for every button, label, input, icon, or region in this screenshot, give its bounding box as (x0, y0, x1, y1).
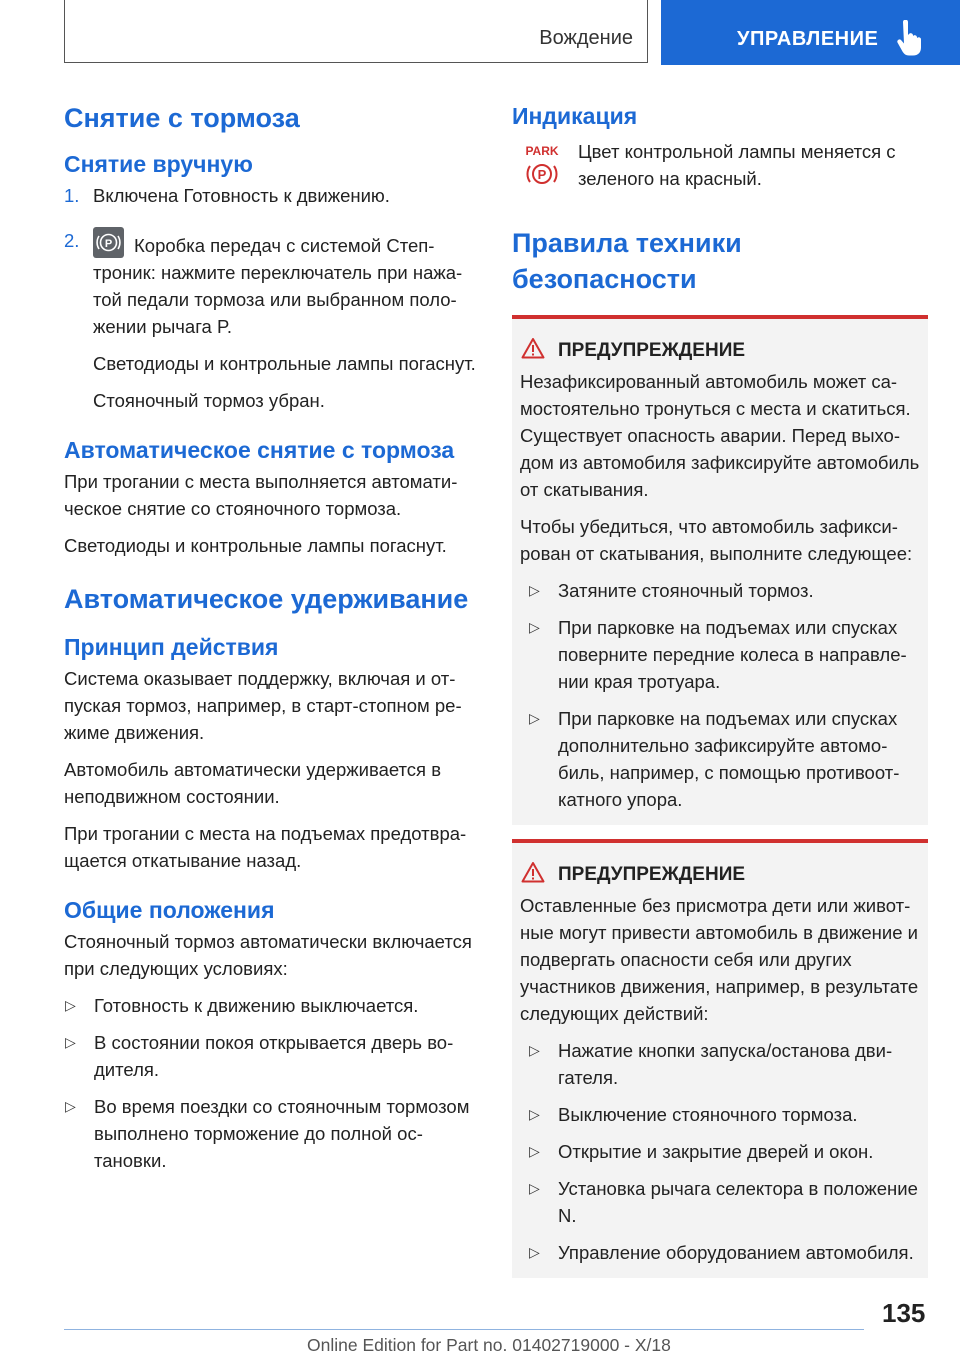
warning-title: ПРЕДУПРЕЖДЕНИЕ (558, 340, 746, 361)
principle-p1: Система оказывает поддержку, включая и отпуская тормоз, например, в старт-стопном режиме движения. (64, 668, 462, 743)
heading-auto-release: Автоматическое снятие с тормоза (64, 437, 455, 463)
list-item (64, 992, 480, 1019)
triangle-bullet-icon: ▷ (65, 1098, 76, 1114)
triangle-bullet-icon: ▷ (529, 1106, 540, 1122)
step-2-body (93, 227, 480, 340)
warning-box-1 (512, 315, 928, 825)
list-item-text: Готовность к движению выключается. (94, 995, 419, 1016)
footer-edition: Online Edition for Part no. 01402719000 - X/18 (307, 1335, 671, 1355)
triangle-bullet-icon: ▷ (529, 1180, 540, 1196)
list-item-text: При парковке на подъемах или спусках поверните передние колеса в направлении края тротуара. (558, 617, 907, 692)
indication-text: Цвет контрольной лампы меняется с зеленого на красный. (578, 141, 896, 189)
parking-brake-icon (93, 227, 124, 258)
warning-title: ПРЕДУПРЕЖДЕНИЕ (558, 864, 746, 885)
svg-text:P: P (104, 238, 113, 250)
list-item (528, 577, 920, 604)
auto-release-p2: Светодиоды и контрольные лампы погаснут. (64, 535, 447, 556)
list-item (528, 1138, 920, 1165)
general-intro: Стояночный тормоз автоматически включается при следующих условиях: (64, 931, 472, 979)
list-item (528, 614, 920, 695)
list-item (528, 1101, 920, 1128)
triangle-bullet-icon: ▷ (529, 710, 540, 726)
warning-triangle-icon (521, 861, 545, 883)
list-item (528, 705, 920, 813)
chapter-title: УПРАВЛЕНИЕ (737, 28, 879, 50)
warning-2-p1: Оставленные без присмотра дети или животные могут привести автомобиль в движение и подвергать опасности себя или других участников движения, например, в результате следующих действий: (520, 895, 919, 1024)
warning-triangle-icon (521, 337, 545, 359)
principle-p2: Автомобиль автоматически удерживается в неподвижном состоянии. (64, 759, 442, 807)
step-number: 1. (64, 185, 80, 206)
list-item (64, 1093, 480, 1174)
triangle-bullet-icon: ▷ (529, 1042, 540, 1058)
note-brake-released: Стояночный тормоз убран. (93, 390, 325, 411)
triangle-bullet-icon: ▷ (65, 1034, 76, 1050)
step-2 (64, 227, 480, 340)
triangle-bullet-icon: ▷ (529, 582, 540, 598)
list-item-text: Управление оборудованием автомобиля. (558, 1242, 914, 1263)
step-text: Включена Готовность к движению. (93, 185, 390, 206)
heading-brake-release: Снятие с тормоза (64, 103, 300, 133)
park-lamp-label: PARK (525, 144, 559, 158)
left-column (64, 92, 480, 1174)
warning-1-p1: Незафиксированный автомобиль может самостоятельно тронуться с места и скатиться. Существует опасность аварии. Перед выходом из автомобиля зафиксируйте автомобиль от скатывания. (520, 371, 920, 500)
section-title: Вождение (539, 27, 633, 49)
list-item (528, 1239, 920, 1266)
list-item-text: При парковке на подъемах или спусках дополнительно зафиксируйте автомобиль, например, с помощью противооткатного упора. (558, 708, 900, 810)
auto-release-p1: При трогании с места выполняется автоматическое снятие со стояночного тормоза. (64, 471, 458, 519)
park-lamp-icon (512, 138, 578, 195)
list-item (528, 1037, 920, 1091)
heading-manual-release: Снятие вручную (64, 151, 253, 177)
heading-principle: Принцип действия (64, 634, 279, 660)
list-item-text: Нажатие кнопки запуска/останова двигателя. (558, 1040, 893, 1088)
step-1 (64, 182, 480, 209)
list-item-text: Во время поездки со стояночным тормозом выполнено торможение до полной остановки. (94, 1096, 470, 1171)
list-item-text: Открытие и закрытие дверей и окон. (558, 1141, 874, 1162)
list-item-text: Затяните стояночный тормоз. (558, 580, 814, 601)
list-item-text: Установка рычага селектора в положение N. (558, 1178, 918, 1226)
list-item (528, 1175, 920, 1229)
page-number: 135 (882, 1298, 926, 1328)
hand-pointer-icon (895, 20, 923, 56)
parking-brake-icon-glyph (93, 227, 124, 258)
heading-indication: Индикация (512, 103, 638, 129)
step-text: Коробка передач с системой Стептроник: нажмите переключатель при нажатой педали тормоза или выбранном положении рычага P. (93, 235, 463, 337)
step-number: 2. (64, 230, 80, 251)
warning-title-row (558, 861, 920, 888)
heading-auto-hold: Автоматическое удерживание (64, 584, 469, 614)
chapter-tab[interactable] (661, 0, 960, 65)
park-lamp-glyph (522, 142, 562, 190)
heading-safety: Правила техники безопасности (512, 228, 742, 294)
list-item (64, 1029, 480, 1083)
footer-divider (64, 1329, 864, 1330)
indication-row (512, 138, 928, 195)
warning-box-2 (512, 839, 928, 1278)
triangle-bullet-icon: ▷ (529, 1244, 540, 1260)
heading-general: Общие положения (64, 897, 275, 923)
warning-1-p2: Чтобы убедиться, что автомобиль зафиксирован от скатывания, выполните следующее: (520, 516, 913, 564)
principle-p3: При трогании с места на подъемах предотвращается откатывание назад. (64, 823, 467, 871)
warning-title-row (558, 337, 920, 364)
svg-text:P: P (537, 167, 547, 182)
header-section-box (64, 0, 648, 63)
list-item-text: Выключение стояночного тормоза. (558, 1104, 858, 1125)
list-item-text: В состоянии покоя открывается дверь водителя. (94, 1032, 454, 1080)
triangle-bullet-icon: ▷ (65, 997, 76, 1013)
right-column (512, 92, 928, 1278)
triangle-bullet-icon: ▷ (529, 619, 540, 635)
note-leds-off: Светодиоды и контрольные лампы погаснут. (93, 353, 476, 374)
triangle-bullet-icon: ▷ (529, 1143, 540, 1159)
